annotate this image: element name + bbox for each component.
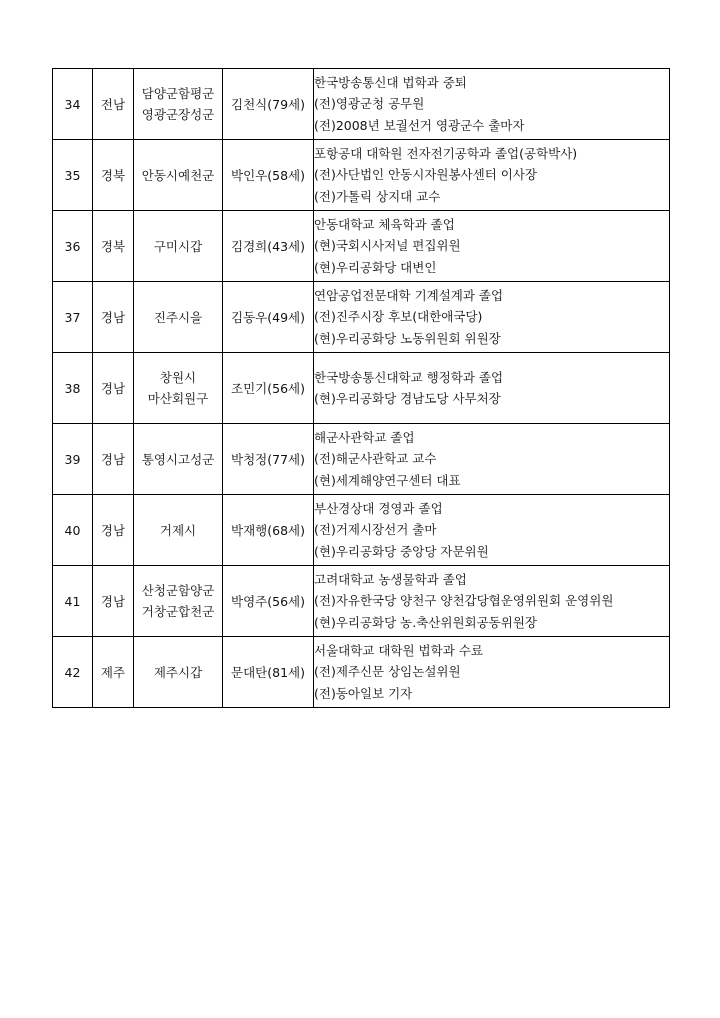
district-line: 산청군함양군	[141, 583, 215, 598]
career-line: 한국방송통신대 법학과 중퇴	[314, 74, 467, 90]
row-district	[134, 69, 223, 140]
row-candidate-name: 박재행(68세)	[223, 495, 314, 566]
district-line: 창원시	[159, 370, 197, 385]
district-line: 진주시을	[153, 309, 203, 325]
career-line: (현)세계해양연구센터 대표	[314, 472, 461, 488]
row-candidate-name: 박영주(56세)	[223, 566, 314, 637]
career-line: 서울대학교 대학원 법학과 수료	[314, 642, 483, 658]
row-region: 전남	[93, 69, 134, 140]
district-line: 영광군장성군	[141, 107, 215, 122]
row-district	[134, 495, 223, 566]
district-line: 구미시갑	[153, 238, 203, 254]
row-region: 경남	[93, 566, 134, 637]
district-line: 통영시고성군	[141, 451, 215, 467]
table-row	[53, 69, 670, 140]
candidate-table-body	[53, 69, 670, 708]
table-row	[53, 637, 670, 708]
row-number: 40	[53, 495, 93, 566]
career-line: (현)우리공화당 경남도당 사무처장	[314, 391, 501, 406]
row-region: 제주	[93, 637, 134, 708]
row-candidate-name: 박인우(58세)	[223, 140, 314, 211]
row-district	[134, 282, 223, 353]
row-region: 경남	[93, 424, 134, 495]
row-career	[314, 495, 670, 566]
career-line: 부산경상대 경영과 졸업	[314, 500, 443, 516]
career-line: (현)우리공화당 노동위원회 위원장	[314, 330, 501, 346]
district-line: 제주시갑	[153, 664, 203, 680]
career-line: 안동대학교 체육학과 졸업	[314, 216, 455, 232]
row-number: 41	[53, 566, 93, 637]
district-line: 담양군함평군	[141, 86, 215, 101]
table-row	[53, 424, 670, 495]
row-district	[134, 140, 223, 211]
career-line: (전)영광군청 공무원	[314, 96, 425, 112]
career-line: (전)동아일보 기자	[314, 685, 413, 701]
row-region: 경남	[93, 282, 134, 353]
row-candidate-name: 김경희(43세)	[223, 211, 314, 282]
district-line: 거창군합천군	[141, 604, 215, 619]
row-career	[314, 282, 670, 353]
career-line: (전)거제시장선거 출마	[314, 522, 437, 538]
table-row	[53, 495, 670, 566]
row-career	[314, 140, 670, 211]
candidate-table	[52, 68, 670, 708]
row-district	[134, 637, 223, 708]
career-line: 포항공대 대학원 전자전기공학과 졸업(공학박사)	[314, 145, 578, 161]
career-line: (전)해군사관학교 교수	[314, 451, 437, 467]
row-number: 38	[53, 353, 93, 424]
row-career	[314, 566, 670, 637]
career-line: (현)우리공화당 대변인	[314, 259, 437, 275]
career-line: (현)우리공화당 중앙당 자문위원	[314, 543, 489, 559]
row-candidate-name: 박청정(77세)	[223, 424, 314, 495]
district-line: 마산회원구	[147, 391, 209, 406]
row-candidate-name: 문대탄(81세)	[223, 637, 314, 708]
row-number: 35	[53, 140, 93, 211]
table-row	[53, 211, 670, 282]
row-candidate-name: 김동우(49세)	[223, 282, 314, 353]
row-career	[314, 69, 670, 140]
career-line: 한국방송통신대학교 행정학과 졸업	[314, 369, 504, 385]
row-number: 37	[53, 282, 93, 353]
career-line: (전)가톨릭 상지대 교수	[314, 188, 441, 204]
career-line: (전)사단법인 안동시자원봉사센터 이사장	[314, 167, 537, 183]
row-district	[134, 566, 223, 637]
career-line: (현)국회시사저널 편집위원	[314, 238, 461, 254]
row-career	[314, 637, 670, 708]
row-district	[134, 353, 223, 424]
career-line: (전)진주시장 후보(대한애국당)	[314, 309, 483, 325]
career-line: 고려대학교 농생물학과 졸업	[314, 571, 467, 587]
row-career	[314, 424, 670, 495]
row-number: 39	[53, 424, 93, 495]
career-line: (전)자유한국당 양천구 양천갑당협운영위원회 운영위원	[314, 593, 614, 609]
district-line: 거제시	[159, 522, 197, 538]
table-row	[53, 353, 670, 424]
row-region: 경남	[93, 495, 134, 566]
row-candidate-name: 김천식(79세)	[223, 69, 314, 140]
row-district	[134, 424, 223, 495]
row-number: 34	[53, 69, 93, 140]
row-career	[314, 211, 670, 282]
career-line: (현)우리공화당 농.축산위원회공동위원장	[314, 614, 537, 630]
table-row	[53, 140, 670, 211]
row-region: 경남	[93, 353, 134, 424]
career-line: (전)제주신문 상임논설위원	[314, 664, 461, 680]
table-row	[53, 282, 670, 353]
row-region: 경북	[93, 140, 134, 211]
row-candidate-name: 조민기(56세)	[223, 353, 314, 424]
career-line: 해군사관학교 졸업	[314, 429, 415, 445]
row-district	[134, 211, 223, 282]
table-row	[53, 566, 670, 637]
row-region: 경북	[93, 211, 134, 282]
row-number: 42	[53, 637, 93, 708]
row-career	[314, 353, 670, 424]
row-number: 36	[53, 211, 93, 282]
career-line: 연암공업전문대학 기계설계과 졸업	[314, 287, 504, 303]
district-line: 안동시예천군	[141, 167, 215, 183]
career-line: (전)2008년 보궐선거 영광군수 출마자	[314, 117, 525, 133]
